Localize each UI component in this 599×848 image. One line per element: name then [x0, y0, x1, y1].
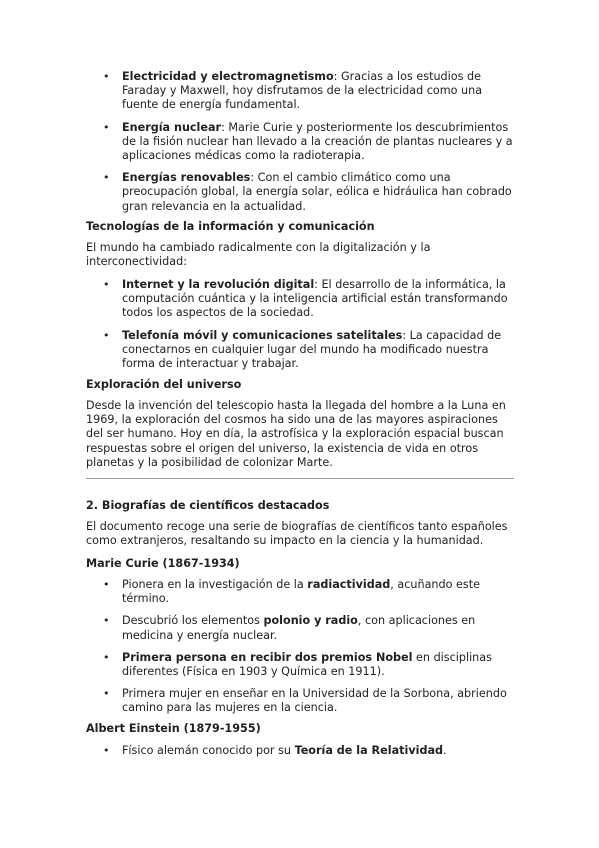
- tic-intro: El mundo ha cambiado radicalmente con la digitalización y la interconectividad:: [86, 241, 431, 269]
- item-term: Primera persona en recibir dos premios Nobel: [122, 650, 413, 664]
- list-item: [86, 171, 516, 214]
- section-heading-tic: Tecnologías de la información y comunicación: [86, 220, 375, 233]
- item-text: : Marie Curie y posteriormente los descubrimientos de la fisión nuclear han llevado a la creación de plantas nucleares y a aplicaciones médicas como la radioterapia.: [122, 120, 513, 163]
- curie-list: [86, 578, 516, 716]
- list-item: [86, 651, 516, 679]
- section-divider: [86, 478, 514, 479]
- item-text: Pionera en la investigación de la: [122, 578, 308, 591]
- heading-albert-einstein: Albert Einstein (1879-1955): [86, 722, 261, 735]
- item-term: Energía nuclear: [122, 120, 222, 134]
- list-item: [86, 121, 516, 164]
- item-text: : El desarrollo de la informática, la computación cuántica y la inteligencia artificial están transformando todos los aspectos de la sociedad.: [122, 278, 508, 320]
- item-text: Descubrió los elementos: [122, 614, 264, 628]
- item-text: : Con el cambio climático como una preocupación global, la energía solar, eólica e hidráulica han cobrado gran relevancia en la actualidad.: [122, 171, 512, 213]
- item-text: Físico alemán conocido por su: [122, 744, 295, 757]
- item-term: Internet y la revolución digital: [122, 278, 315, 291]
- item-text: : La capacidad de conectarnos en cualquier lugar del mundo ha modificado nuestra forma de interactuar y trabajar.: [122, 328, 502, 371]
- item-term: radiactividad: [307, 578, 391, 591]
- list-item: [86, 329, 516, 372]
- energy-list: [86, 70, 516, 214]
- item-text: Primera mujer en enseñar en la Universidad de la Sorbona, abriendo camino para las mujeres en la ciencia.: [122, 687, 507, 715]
- universe-text: Desde la invención del telescopio hasta la llegada del hombre a la Luna en 1969, la exploración del cosmos ha sido una de las mayores aspiraciones del ser humano. Hoy en día, la astrofísica y la exploración espacial buscan respuestas sobre el origen del universo, la existencia de vida en otros planetas y la posibilidad de colonizar Marte.: [86, 399, 506, 469]
- list-item: [86, 278, 516, 321]
- bios-intro: El documento recoge una serie de biografías de científicos tanto españoles como extranjeros, resaltando su impacto en la ciencia y la humanidad.: [86, 520, 508, 548]
- item-term: polonio y radio: [263, 614, 358, 628]
- list-item: [86, 744, 516, 758]
- list-item: [86, 614, 516, 642]
- list-item: [86, 687, 516, 715]
- list-item: [86, 578, 516, 606]
- item-term: Telefonía móvil y comunicaciones satelitales: [122, 328, 403, 342]
- item-text: : Gracias a los estudios de Faraday y Maxwell, hoy disfrutamos de la electricidad como una fuente de energía fundamental.: [122, 70, 483, 112]
- tic-list: [86, 278, 516, 371]
- item-term: Teoría de la Relatividad: [294, 744, 444, 757]
- einstein-list: [86, 744, 516, 758]
- section-heading-bios: 2. Biografías de científicos destacados: [86, 499, 330, 512]
- item-text: , acuñando este término.: [122, 578, 480, 606]
- item-text: en disciplinas diferentes (Física en 1903 y Química en 1911).: [122, 650, 492, 679]
- section-heading-universe: Exploración del universo: [86, 378, 242, 391]
- heading-marie-curie: Marie Curie (1867-1934): [86, 557, 240, 570]
- item-term: Energías renovables: [122, 171, 251, 185]
- list-item: [86, 70, 516, 113]
- item-term: Electricidad y electromagnetismo: [122, 70, 334, 83]
- item-text: .: [443, 744, 447, 757]
- item-text: , con aplicaciones en medicina y energía nuclear.: [122, 614, 476, 642]
